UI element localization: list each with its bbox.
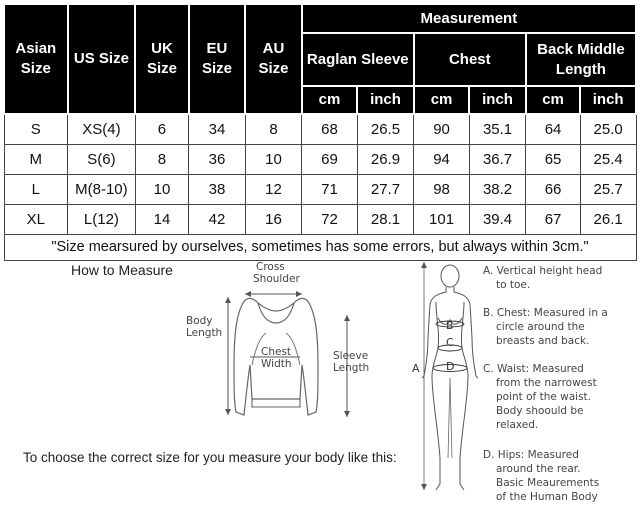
label-sleeve: Sleeve [333, 350, 369, 362]
table-row [4, 114, 636, 144]
table-cell: 38 [189, 174, 246, 204]
header-chest: Chest [414, 33, 526, 86]
table-cell: 14 [135, 204, 189, 234]
table-cell: 68 [302, 114, 358, 144]
table-cell: 12 [245, 174, 302, 204]
definition-height: A. Vertical height head to toe. [483, 265, 603, 291]
table-cell: 27.7 [357, 174, 414, 204]
table-cell: 98 [414, 174, 470, 204]
header-uk-size: UK Size [135, 4, 189, 114]
table-cell: 39.4 [469, 204, 526, 234]
table-cell: 10 [135, 174, 189, 204]
table-row [4, 204, 636, 234]
header-eu-size: EU Size [189, 4, 246, 114]
label-chest-width: Width [261, 358, 292, 370]
table-cell: 25.0 [580, 114, 636, 144]
table-cell: 72 [302, 204, 358, 234]
header-raglan-sleeve: Raglan Sleeve [302, 33, 414, 86]
figure-letter-c: C [446, 336, 454, 349]
unit-inch: inch [469, 86, 526, 114]
table-cell: M [4, 144, 68, 174]
unit-inch: inch [357, 86, 414, 114]
table-cell: 35.1 [469, 114, 526, 144]
table-cell: 38.2 [469, 174, 526, 204]
header-au-size: AU Size [245, 4, 302, 114]
table-cell: 8 [245, 114, 302, 144]
header-measurement: Measurement [302, 4, 636, 33]
table-cell: 16 [245, 204, 302, 234]
unit-cm: cm [302, 86, 358, 114]
table-cell: 90 [414, 114, 470, 144]
table-cell: 8 [135, 144, 189, 174]
unit-inch: inch [580, 86, 636, 114]
how-to-measure-title: How to Measure [71, 262, 173, 278]
unit-cm: cm [414, 86, 470, 114]
table-cell: 36 [189, 144, 246, 174]
header-back-middle-length: Back Middle Length [526, 33, 636, 86]
table-cell: 65 [526, 144, 581, 174]
label-body: Body [186, 315, 213, 327]
figure-letter-b: B [446, 319, 454, 332]
definition-chest: B. Chest: Measured in a circle around the breasts and back. [483, 307, 608, 347]
table-row [4, 144, 636, 174]
definition-hips: D. Hips: Measured around the rear. Basic Meaurements of the Human Body [483, 449, 600, 503]
table-cell: 28.1 [357, 204, 414, 234]
table-cell: 101 [414, 204, 470, 234]
measurement-note: "Size mearsured by ourselves, sometimes has some errors, but always within 3cm." [4, 234, 636, 260]
figure-letter-a: A [412, 362, 420, 375]
label-cross: Cross [256, 261, 285, 273]
figure-letter-d: D [446, 360, 455, 373]
table-cell: 67 [526, 204, 581, 234]
label-chest: Chest [261, 346, 292, 358]
label-shoulder: Shoulder [253, 273, 300, 285]
table-cell: 34 [189, 114, 246, 144]
table-cell: 71 [302, 174, 358, 204]
table-cell: XS(4) [68, 114, 136, 144]
table-cell: 26.5 [357, 114, 414, 144]
table-cell: 26.9 [357, 144, 414, 174]
table-cell: 94 [414, 144, 470, 174]
table-cell: S(6) [68, 144, 136, 174]
table-cell: M(8-10) [68, 174, 136, 204]
body-measurement-figure [400, 258, 480, 498]
table-cell: 25.4 [580, 144, 636, 174]
table-cell: 6 [135, 114, 189, 144]
header-asian-size: Asian Size [4, 4, 68, 114]
label-body-length: Length [186, 327, 223, 339]
table-cell: 26.1 [580, 204, 636, 234]
table-cell: L(12) [68, 204, 136, 234]
table-cell: 10 [245, 144, 302, 174]
table-cell: XL [4, 204, 68, 234]
choose-size-instruction: To choose the correct size for you measure your body like this: [23, 450, 397, 465]
table-cell: L [4, 174, 68, 204]
table-cell: 69 [302, 144, 358, 174]
garment-measurement-diagram [170, 257, 380, 427]
table-row [4, 174, 636, 204]
size-chart-table [3, 3, 637, 261]
label-sleeve-length: Length [333, 362, 370, 374]
table-cell: 66 [526, 174, 581, 204]
table-cell: 25.7 [580, 174, 636, 204]
table-cell: S [4, 114, 68, 144]
unit-cm: cm [526, 86, 581, 114]
header-us-size: US Size [68, 4, 136, 114]
table-cell: 36.7 [469, 144, 526, 174]
table-cell: 64 [526, 114, 581, 144]
definition-waist: C. Waist: Measured from the narrowest point of the waist. Body shoould be relaxed. [483, 363, 597, 431]
table-cell: 42 [189, 204, 246, 234]
